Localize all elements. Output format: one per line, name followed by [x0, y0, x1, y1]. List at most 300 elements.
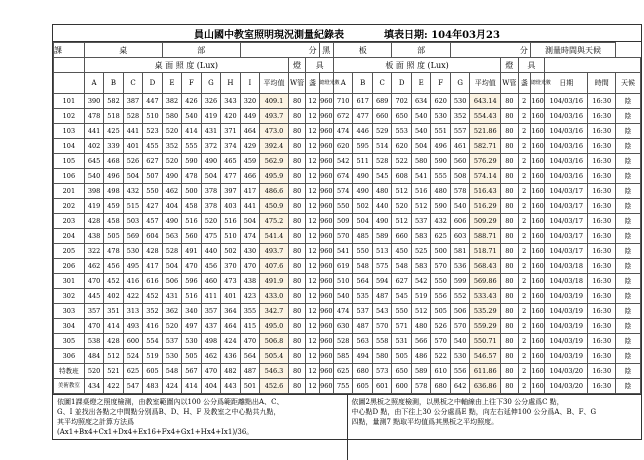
header-desk-a: 桌 — [84, 43, 162, 58]
desk-lux-cell: 322 — [84, 244, 103, 259]
date-cell: 104/03/20 — [545, 379, 588, 394]
board-lux-cell: 634 — [411, 94, 430, 109]
board-method-note — [348, 395, 642, 460]
desk-count-cell: 12 — [306, 229, 319, 244]
desk-watt-cell: 80 — [288, 109, 305, 124]
desk-lux-cell: 510 — [221, 229, 240, 244]
board-lux-cell: 610 — [431, 364, 450, 379]
desk-lux-cell: 498 — [104, 184, 123, 199]
header-tube: 具 — [306, 58, 334, 73]
board-lux-cell: 605 — [353, 379, 372, 394]
table-row — [54, 229, 641, 244]
board-lux-cell: 630 — [333, 319, 352, 334]
board-lux-cell: 487 — [372, 289, 391, 304]
col-board-total-lights: 總燈光數 — [530, 73, 544, 94]
board-lux-cell: 578 — [450, 184, 469, 199]
col-avg: 平均值 — [260, 73, 289, 94]
desk-lux-cell: 440 — [201, 244, 220, 259]
desk-total-cell: 960 — [319, 169, 333, 184]
desk-lux-cell: 362 — [162, 304, 181, 319]
table-row — [54, 379, 641, 394]
board-lux-cell: 540 — [450, 334, 469, 349]
desk-watt-cell: 80 — [288, 154, 305, 169]
desk-lux-cell: 516 — [221, 214, 240, 229]
date-cell: 104/03/17 — [545, 229, 588, 244]
board-lux-cell: 505 — [392, 349, 411, 364]
desk-lux-cell: 506 — [162, 274, 181, 289]
desk-average-cell: 546.3 — [260, 364, 289, 379]
header-time-section: 測量時間與天候 — [530, 43, 615, 58]
desk-lux-cell: 518 — [104, 109, 123, 124]
desk-lux-cell: 464 — [240, 124, 259, 139]
desk-watt-cell: 80 — [288, 304, 305, 319]
desk-average-cell: 505.4 — [260, 349, 289, 364]
desk-lux-cell: 443 — [221, 379, 240, 394]
desk-lux-cell: 616 — [143, 274, 162, 289]
room-cell: 202 — [54, 199, 85, 214]
board-count-cell: 2 — [518, 154, 530, 169]
desk-lux-cell: 419 — [201, 109, 220, 124]
desk-lux-cell: 520 — [162, 124, 181, 139]
col-g: G — [201, 73, 220, 94]
desk-lux-cell: 447 — [143, 94, 162, 109]
board-count-cell: 2 — [518, 304, 530, 319]
date-cell: 104/03/19 — [545, 304, 588, 319]
desk-lux-cell: 434 — [84, 379, 103, 394]
desk-watt-cell: 80 — [288, 364, 305, 379]
desk-lux-cell: 457 — [143, 214, 162, 229]
board-watt-cell: 80 — [501, 319, 518, 334]
board-total-cell: 160 — [530, 244, 544, 259]
desk-watt-cell: 80 — [288, 199, 305, 214]
desk-lux-cell: 364 — [221, 304, 240, 319]
board-count-cell: 2 — [518, 109, 530, 124]
board-lux-cell: 512 — [411, 304, 430, 319]
date-cell: 104/03/16 — [545, 139, 588, 154]
desk-average-cell: 450.9 — [260, 199, 289, 214]
board-lux-cell: 570 — [431, 334, 450, 349]
desk-total-cell: 960 — [319, 124, 333, 139]
desk-lux-cell: 441 — [84, 124, 103, 139]
desk-lux-cell: 516 — [182, 289, 201, 304]
board-lux-cell: 505 — [431, 304, 450, 319]
table-row — [54, 124, 641, 139]
board-lux-cell: 603 — [450, 229, 469, 244]
room-cell: 105 — [54, 154, 85, 169]
board-lux-cell: 578 — [411, 379, 430, 394]
room-cell: 104 — [54, 139, 85, 154]
board-average-cell: 554.43 — [470, 109, 501, 124]
header-board-a: 黑 — [319, 43, 333, 58]
board-average-cell: 550.71 — [470, 334, 501, 349]
desk-lux-cell: 520 — [201, 214, 220, 229]
board-total-cell: 160 — [530, 199, 544, 214]
col-h: H — [221, 73, 240, 94]
desk-lux-cell: 411 — [201, 289, 220, 304]
board-lux-cell: 642 — [450, 379, 469, 394]
col-count: 盞 — [306, 73, 319, 94]
board-total-cell: 160 — [530, 94, 544, 109]
desk-lux-cell: 387 — [123, 94, 142, 109]
desk-lux-cell: 503 — [123, 214, 142, 229]
board-count-cell: 2 — [518, 349, 530, 364]
desk-lux-cell: 530 — [123, 244, 142, 259]
desk-lux-cell: 604 — [143, 229, 162, 244]
desk-lux-cell: 567 — [182, 364, 201, 379]
board-lux-cell: 537 — [353, 304, 372, 319]
header-desk-c: 分 — [240, 43, 319, 58]
fill-date: 填表日期: 104年03月23 — [384, 29, 500, 41]
header-lamp-2: 燈 — [501, 58, 518, 73]
desk-lux-cell: 504 — [162, 259, 181, 274]
board-lux-cell: 512 — [392, 214, 411, 229]
desk-lux-cell: 520 — [162, 319, 181, 334]
table-row — [54, 94, 641, 109]
room-cell: 203 — [54, 214, 85, 229]
board-lux-cell: 480 — [431, 184, 450, 199]
board-lux-cell: 552 — [450, 289, 469, 304]
room-cell: 305 — [54, 334, 85, 349]
desk-lux-cell: 520 — [162, 154, 181, 169]
desk-lux-cell: 403 — [221, 199, 240, 214]
desk-lux-cell: 460 — [201, 274, 220, 289]
board-total-cell: 160 — [530, 274, 544, 289]
time-cell: 16:30 — [588, 319, 616, 334]
col-board-count: 盞 — [518, 73, 530, 94]
board-count-cell: 2 — [518, 94, 530, 109]
header-room-2 — [54, 58, 85, 73]
desk-lux-cell: 466 — [240, 169, 259, 184]
desk-watt-cell: 80 — [288, 184, 305, 199]
board-watt-cell: 80 — [501, 184, 518, 199]
board-average-cell: 568.43 — [470, 259, 501, 274]
desk-average-cell: 342.7 — [260, 304, 289, 319]
desk-lux-cell: 515 — [123, 199, 142, 214]
board-lux-cell: 487 — [353, 319, 372, 334]
board-average-cell: 518.71 — [470, 244, 501, 259]
note-line: 依圖1課桌燈之照度檢測，由教室範圍內以100 公分爲範距離點出A、C、 — [57, 398, 284, 406]
desk-total-cell: 960 — [319, 109, 333, 124]
desk-lux-cell: 428 — [104, 334, 123, 349]
board-lux-cell: 660 — [392, 229, 411, 244]
desk-lux-cell: 645 — [84, 154, 103, 169]
board-lux-cell: 511 — [353, 154, 372, 169]
desk-lux-cell: 484 — [84, 349, 103, 364]
board-watt-cell: 80 — [501, 364, 518, 379]
desk-lux-cell: 528 — [123, 109, 142, 124]
desk-lux-cell: 504 — [123, 169, 142, 184]
board-average-cell: 576.29 — [470, 154, 501, 169]
desk-watt-cell: 80 — [288, 259, 305, 274]
time-cell: 16:30 — [588, 169, 616, 184]
board-lux-cell: 543 — [372, 304, 391, 319]
board-lux-cell: 519 — [411, 289, 430, 304]
desk-total-cell: 960 — [319, 244, 333, 259]
board-watt-cell: 80 — [501, 229, 518, 244]
desk-count-cell: 12 — [306, 109, 319, 124]
desk-total-cell: 960 — [319, 184, 333, 199]
board-lux-cell: 570 — [372, 319, 391, 334]
time-cell: 16:30 — [588, 304, 616, 319]
desk-lux-cell: 540 — [182, 109, 201, 124]
board-lux-cell: 540 — [450, 199, 469, 214]
board-count-cell: 2 — [518, 364, 530, 379]
board-watt-cell: 80 — [501, 334, 518, 349]
desk-lux-cell: 438 — [240, 274, 259, 289]
time-cell: 16:30 — [588, 94, 616, 109]
board-lux-cell: 555 — [431, 169, 450, 184]
room-cell: 302 — [54, 289, 85, 304]
desk-count-cell: 12 — [306, 184, 319, 199]
room-cell: 306 — [54, 349, 85, 364]
desk-lux-cell: 371 — [221, 124, 240, 139]
board-average-cell: 535.29 — [470, 304, 501, 319]
board-lux-cell: 480 — [411, 319, 430, 334]
desk-lux-cell: 452 — [104, 274, 123, 289]
desk-lux-cell: 521 — [104, 364, 123, 379]
col-board-b: B — [353, 73, 372, 94]
board-lux-cell: 595 — [353, 139, 372, 154]
desk-lux-cell: 462 — [201, 349, 220, 364]
desk-lux-cell: 425 — [104, 124, 123, 139]
board-lux-cell: 477 — [353, 109, 372, 124]
col-time: 時間 — [588, 73, 616, 94]
room-cell: 102 — [54, 109, 85, 124]
time-cell: 16:30 — [588, 379, 616, 394]
date-cell: 104/03/20 — [545, 364, 588, 379]
board-average-cell: 582.71 — [470, 139, 501, 154]
desk-lux-cell: 547 — [123, 379, 142, 394]
weather-cell: 陰 — [616, 244, 641, 259]
board-lux-cell: 608 — [392, 169, 411, 184]
board-count-cell: 2 — [518, 139, 530, 154]
desk-lux-cell: 355 — [240, 304, 259, 319]
desk-lux-cell: 530 — [162, 349, 181, 364]
desk-lux-cell: 414 — [104, 319, 123, 334]
board-lux-cell: 674 — [333, 169, 352, 184]
desk-lux-cell: 537 — [162, 334, 181, 349]
board-count-cell: 2 — [518, 169, 530, 184]
time-cell: 16:30 — [588, 349, 616, 364]
board-lux-cell: 496 — [431, 139, 450, 154]
board-watt-cell: 80 — [501, 109, 518, 124]
desk-lux-cell: 351 — [104, 304, 123, 319]
board-average-cell: 636.86 — [470, 379, 501, 394]
table-row — [54, 139, 641, 154]
desk-average-cell: 495.9 — [260, 169, 289, 184]
date-cell: 104/03/16 — [545, 169, 588, 184]
board-lux-cell: 590 — [431, 154, 450, 169]
board-total-cell: 160 — [530, 229, 544, 244]
date-cell: 104/03/19 — [545, 349, 588, 364]
col-a: A — [84, 73, 103, 94]
desk-lux-cell: 428 — [143, 244, 162, 259]
board-lux-cell: 556 — [431, 289, 450, 304]
desk-average-cell: 433.0 — [260, 289, 289, 304]
board-total-cell: 160 — [530, 304, 544, 319]
board-lux-cell: 432 — [431, 214, 450, 229]
desk-lux-cell: 596 — [182, 274, 201, 289]
board-average-cell: 574.14 — [470, 169, 501, 184]
header-lamp: 燈 — [288, 58, 305, 73]
desk-lux-cell: 404 — [201, 379, 220, 394]
table-row — [54, 304, 641, 319]
desk-average-cell: 452.6 — [260, 379, 289, 394]
date-cell: 104/03/16 — [545, 154, 588, 169]
desk-average-cell: 475.2 — [260, 214, 289, 229]
board-average-cell: 559.29 — [470, 319, 501, 334]
desk-count-cell: 12 — [306, 259, 319, 274]
board-lux-cell: 580 — [411, 154, 430, 169]
desk-lux-cell: 398 — [84, 184, 103, 199]
desk-total-cell: 960 — [319, 289, 333, 304]
table-row — [54, 289, 641, 304]
room-cell: 304 — [54, 319, 85, 334]
desk-lux-cell: 569 — [123, 229, 142, 244]
board-lux-cell: 545 — [392, 289, 411, 304]
board-total-cell: 160 — [530, 259, 544, 274]
desk-lux-cell: 401 — [221, 289, 240, 304]
desk-lux-cell: 495 — [123, 259, 142, 274]
desk-lux-cell: 423 — [240, 289, 259, 304]
header-row-2 — [54, 58, 641, 73]
board-lux-cell: 513 — [372, 244, 391, 259]
desk-lux-cell: 563 — [162, 229, 181, 244]
desk-watt-cell: 80 — [288, 229, 305, 244]
desk-lux-cell: 404 — [162, 199, 181, 214]
weather-cell: 陰 — [616, 139, 641, 154]
board-lux-cell: 702 — [392, 94, 411, 109]
table-row — [54, 349, 641, 364]
room-cell: 美術教室 — [54, 379, 85, 394]
desk-lux-cell: 470 — [240, 334, 259, 349]
weather-cell: 陰 — [616, 304, 641, 319]
col-board-a: A — [333, 73, 352, 94]
table-row — [54, 364, 641, 379]
desk-lux-cell: 456 — [201, 259, 220, 274]
desk-watt-cell: 80 — [288, 214, 305, 229]
board-lux-cell: 600 — [392, 379, 411, 394]
desk-total-cell: 960 — [319, 349, 333, 364]
date-cell: 104/03/19 — [545, 289, 588, 304]
board-watt-cell: 80 — [501, 154, 518, 169]
time-cell: 16:30 — [588, 364, 616, 379]
date-cell: 104/03/17 — [545, 199, 588, 214]
board-count-cell: 2 — [518, 124, 530, 139]
board-lux-cell: 558 — [372, 334, 391, 349]
board-lux-cell: 504 — [411, 139, 430, 154]
desk-lux-cell: 555 — [182, 139, 201, 154]
board-lux-cell: 525 — [411, 244, 430, 259]
board-lux-cell: 589 — [372, 229, 391, 244]
col-date: 日期 — [545, 73, 588, 94]
desk-average-cell: 392.4 — [260, 139, 289, 154]
board-watt-cell: 80 — [501, 214, 518, 229]
desk-lux-cell: 600 — [123, 334, 142, 349]
board-lux-cell: 548 — [353, 259, 372, 274]
board-average-cell: 643.14 — [470, 94, 501, 109]
desk-average-cell: 495.0 — [260, 319, 289, 334]
board-lux-cell: 550 — [353, 244, 372, 259]
board-average-cell: 611.86 — [470, 364, 501, 379]
board-count-cell: 2 — [518, 184, 530, 199]
desk-lux-cell: 464 — [221, 319, 240, 334]
date-cell: 104/03/16 — [545, 109, 588, 124]
desk-lux-cell: 357 — [84, 304, 103, 319]
room-cell: 206 — [54, 259, 85, 274]
time-cell: 16:30 — [588, 244, 616, 259]
board-lux-cell: 512 — [392, 184, 411, 199]
board-count-cell: 2 — [518, 214, 530, 229]
desk-lux-cell: 483 — [143, 379, 162, 394]
board-lux-cell: 502 — [353, 199, 372, 214]
desk-lux-cell: 470 — [201, 364, 220, 379]
weather-cell: 陰 — [616, 109, 641, 124]
board-average-cell: 521.86 — [470, 124, 501, 139]
col-board-w: W管 — [501, 73, 518, 94]
desk-lux-cell: 560 — [182, 229, 201, 244]
desk-lux-cell: 500 — [182, 184, 201, 199]
desk-lux-cell: 352 — [162, 139, 181, 154]
time-cell: 16:30 — [588, 274, 616, 289]
board-lux-cell: 450 — [392, 244, 411, 259]
board-lux-cell: 516 — [411, 184, 430, 199]
board-watt-cell: 80 — [501, 124, 518, 139]
board-lux-cell: 541 — [411, 169, 430, 184]
desk-lux-cell: 402 — [104, 289, 123, 304]
board-total-cell: 160 — [530, 334, 544, 349]
board-lux-cell: 526 — [431, 319, 450, 334]
weather-cell: 陰 — [616, 349, 641, 364]
table-row — [54, 214, 641, 229]
time-cell: 16:30 — [588, 154, 616, 169]
time-cell: 16:30 — [588, 289, 616, 304]
board-lux-cell: 540 — [411, 124, 430, 139]
desk-lux-cell: 426 — [182, 94, 201, 109]
desk-lux-cell: 340 — [182, 304, 201, 319]
board-total-cell: 160 — [530, 349, 544, 364]
desk-average-cell: 562.9 — [260, 154, 289, 169]
desk-lux-cell: 452 — [143, 289, 162, 304]
date-cell: 104/03/19 — [545, 334, 588, 349]
desk-lux-cell: 497 — [182, 319, 201, 334]
board-average-cell: 569.86 — [470, 274, 501, 289]
board-lux-cell: 625 — [431, 229, 450, 244]
board-lux-cell: 530 — [450, 349, 469, 364]
board-count-cell: 2 — [518, 334, 530, 349]
desk-lux-cell: 493 — [123, 319, 142, 334]
desk-lux-cell: 582 — [104, 94, 123, 109]
board-lux-cell: 548 — [392, 259, 411, 274]
col-board-avg: 平均值 — [470, 73, 501, 94]
room-cell: 205 — [54, 244, 85, 259]
desk-lux-cell: 415 — [240, 319, 259, 334]
desk-average-cell: 473.0 — [260, 124, 289, 139]
desk-lux-cell: 470 — [84, 274, 103, 289]
desk-lux-cell: 357 — [201, 304, 220, 319]
desk-lux-cell: 540 — [84, 169, 103, 184]
desk-lux-cell: 470 — [182, 259, 201, 274]
desk-count-cell: 12 — [306, 289, 319, 304]
room-cell: 201 — [54, 184, 85, 199]
col-total-lights: 總燈光數 — [319, 73, 333, 94]
board-count-cell: 2 — [518, 289, 530, 304]
board-lux-cell: 446 — [353, 124, 372, 139]
board-total-cell: 160 — [530, 184, 544, 199]
desk-lux-cell: 458 — [182, 199, 201, 214]
board-lux-cell: 522 — [431, 349, 450, 364]
room-cell: 101 — [54, 94, 85, 109]
